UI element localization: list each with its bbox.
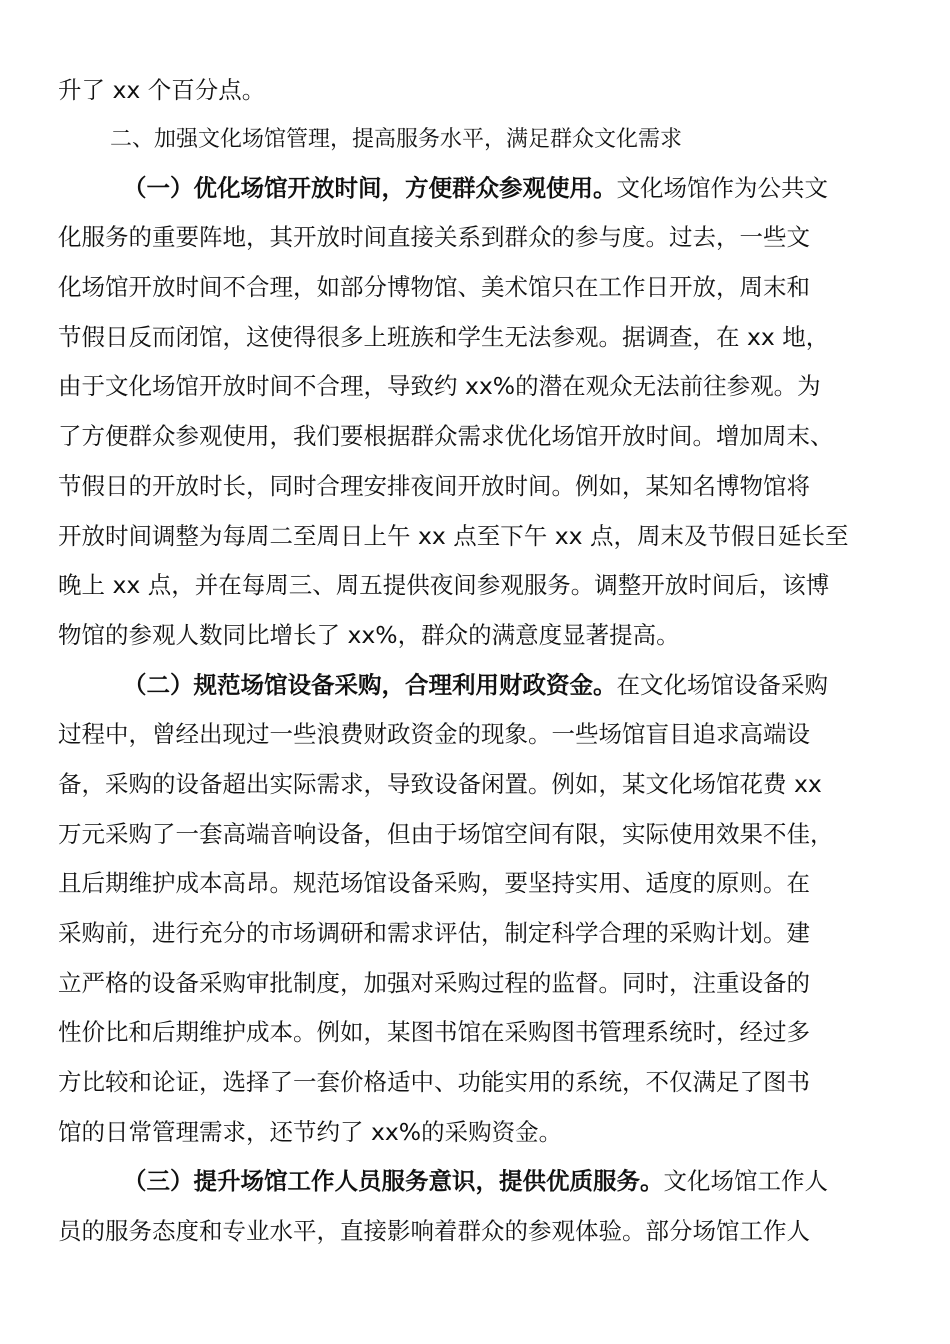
paragraph-first-line	[58, 661, 894, 711]
paragraph-line: 化场馆开放时间不合理，如部分博物馆、美术馆只在工作日开放，周末和	[58, 273, 810, 302]
paragraph-line: 晚上 xx 点，并在每周三、周五提供夜间参观服务。调整开放时间后，该博	[58, 571, 830, 600]
paragraph-text: 文化场馆作为公共文	[616, 173, 828, 202]
paragraph-text: 在文化场馆设备采购	[616, 670, 828, 699]
paragraph-lead: （三）提升场馆工作人员服务意识，提供优质服务。	[123, 1167, 664, 1196]
paragraph-line: 了方便群众参观使用，我们要根据群众需求优化场馆开放时间。增加周末、	[58, 422, 834, 451]
paragraph-line: 节假日的开放时长，同时合理安排夜间开放时间。例如，某知名博物馆将	[58, 471, 810, 500]
paragraph-line: 立严格的设备采购审批制度，加强对采购过程的监督。同时，注重设备的	[58, 968, 810, 997]
paragraph-lead: （一）优化场馆开放时间，方便群众参观使用。	[123, 173, 617, 202]
paragraph-line: 节假日反而闭馆，这使得很多上班族和学生无法参观。据调查，在 xx 地，	[58, 322, 830, 351]
paragraph-3	[58, 1157, 894, 1256]
paragraph-line: 性价比和后期维护成本。例如，某图书馆在采购图书管理系统时，经过多	[58, 1018, 810, 1047]
paragraph-line: 方比较和论证，选择了一套价格适中、功能实用的系统，不仅满足了图书	[58, 1068, 810, 1097]
paragraph-1	[58, 164, 894, 661]
paragraph-line: 员的服务态度和专业水平，直接影响着群众的参观体验。部分场馆工作人	[58, 1217, 810, 1246]
paragraph-lead: （二）规范场馆设备采购，合理利用财政资金。	[123, 670, 617, 699]
paragraph-line: 由于文化场馆开放时间不合理，导致约 xx%的潜在观众无法前往参观。为	[58, 372, 821, 401]
section-heading: 二、加强文化场馆管理，提高服务水平，满足群众文化需求	[110, 126, 683, 152]
document-page	[58, 66, 894, 1257]
paragraph-line: 化服务的重要阵地，其开放时间直接关系到群众的参与度。过去，一些文	[58, 223, 810, 252]
paragraph-text: 文化场馆工作人	[663, 1167, 828, 1196]
paragraph-line: 过程中，曾经出现过一些浪费财政资金的现象。一些场馆盲目追求高端设	[58, 720, 810, 749]
paragraph-first-line	[58, 1157, 894, 1207]
paragraph-line: 开放时间调整为每周二至周日上午 xx 点至下午 xx 点，周末及节假日延长至	[58, 521, 849, 550]
paragraph-line: 且后期维护成本高昂。规范场馆设备采购，要坚持实用、适度的原则。在	[58, 869, 810, 898]
continuation-line: 升了 xx 个百分点。	[58, 76, 266, 104]
paragraph-line: 采购前，进行充分的市场调研和需求评估，制定科学合理的采购计划。建	[58, 919, 810, 947]
paragraph-line: 备，采购的设备超出实际需求，导致设备闲置。例如，某文化场馆花费 xx	[58, 769, 822, 798]
paragraph-first-line	[58, 164, 894, 214]
paragraph-2	[58, 661, 894, 1158]
paragraph-line: 馆的日常管理需求，还节约了 xx%的采购资金。	[58, 1117, 563, 1146]
paragraph-line: 万元采购了一套高端音响设备，但由于场馆空间有限，实际使用效果不佳，	[58, 819, 834, 848]
paragraph-line: 物馆的参观人数同比增长了 xx%，群众的满意度显著提高。	[58, 620, 680, 649]
